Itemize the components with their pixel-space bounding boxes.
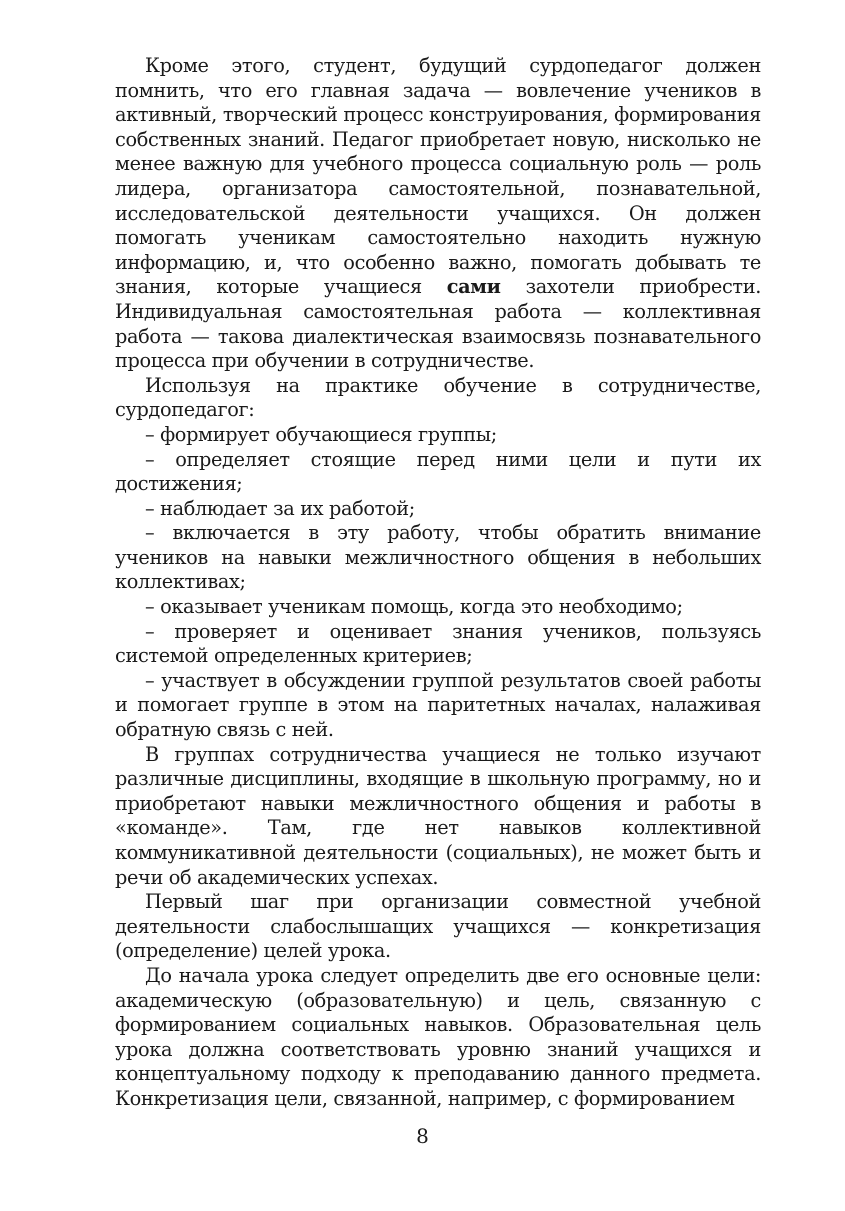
paragraph-4: Первый шаг при организации совместной учебной деятельности слабослышащих учащихся — конкретизация (определение) целей урока. (115, 890, 761, 963)
list-item: – проверяет и оценивает знания учеников, пользуясь системой определенных критериев; (115, 619, 761, 668)
paragraph-1-text-start: Кроме этого, студент, будущий сурдопедагог должен помнить, что его главная задача — вовлечение учеников в активный, творческий процесс конструирования, формирования собственных знаний. Педагог приобретает новую, нисколько не менее важную для учебного процесса социальную роль — роль лидера, организатора самостоятельной, познавательной, исследовательской деятельности учащихся. Он должен помогать ученикам самостоятельно находить нужную информацию, и, что особенно важно, помогать добывать те знания, которые учащиеся (115, 54, 761, 299)
paragraph-2: Используя на практике обучение в сотрудничестве, сурдопедагог: (115, 373, 761, 422)
paragraph-1 (115, 54, 761, 374)
list-item: – определяет стоящие перед ними цели и пути их достижения; (115, 447, 761, 496)
list-item: – оказывает ученикам помощь, когда это необходимо; (145, 595, 683, 619)
list-item: – наблюдает за их работой; (145, 496, 415, 520)
paragraph-5: До начала урока следует определить две его основные цели: академическую (образовательную) и цель, связанную с формированием социальных навыков. Образовательная цель урока должна соответствовать уровню знаний учащихся и концептуальному подходу к преподаванию данного предмета. Конкретизация цели, связанной, например, с формированием (115, 963, 761, 1110)
paragraph-3: В группах сотрудничества учащиеся не только изучают различные дисциплины, входящие в школьную программу, но и приобретают навыки межличностного общения и работы в «команде». Там, где нет навыков коллективной коммуникативной деятельности (социальных), не может быть и речи об академических успехах. (115, 742, 761, 889)
list-item: – формирует обучающиеся группы; (145, 422, 497, 446)
list-item: – включается в эту работу, чтобы обратить внимание учеников на навыки межличностного общения в небольших коллективах; (115, 521, 761, 594)
paragraph-1-text-end: захотели приобрести. Индивидуальная самостоятельная работа — коллективная работа — такова диалектическая взаимосвязь познавательного процесса при обучении в сотрудничестве. (115, 275, 761, 373)
page-number: 8 (416, 1124, 429, 1148)
page-body (115, 54, 761, 1112)
list-item: – участвует в обсуждении группой результатов своей работы и помогает группе в этом на паритетных началах, налаживая обратную связь с ней. (115, 668, 761, 742)
emphasis-sami: сами (446, 275, 501, 299)
